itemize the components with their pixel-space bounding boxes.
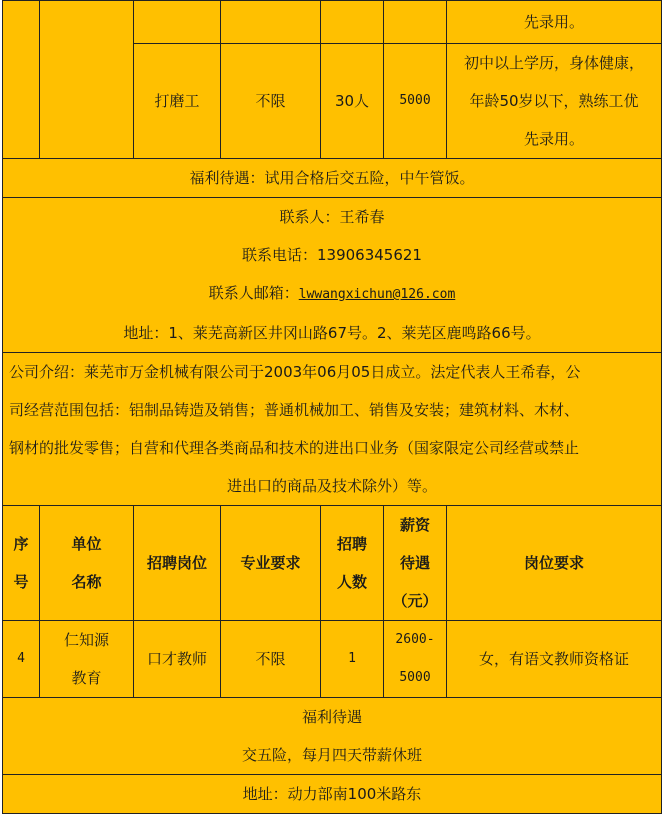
company-intro (3, 353, 662, 506)
intro-line: 进出口的商品及技术除外）等。 (226, 477, 437, 495)
job2-index: 4 (3, 621, 40, 698)
job1-count: 30人 (321, 44, 384, 159)
blank-cell (221, 1, 321, 44)
header-unit: 单位 名称 (40, 506, 134, 621)
contact-phone: 联系电话：13906345621 (242, 246, 422, 264)
email-link[interactable]: lwwangxichun@126.com (298, 287, 456, 302)
intro-line: 司经营范围包括：铝制品铸造及销售；普通机械加工、销售及安装；建筑材料、木材、 (9, 401, 580, 419)
header-index: 序 号 (3, 506, 40, 621)
unit-cell-empty (40, 1, 134, 159)
requirements-line: 先录用。 (523, 130, 584, 148)
intro-line: 钢材的批发零售；自营和代理各类商品和技术的进出口业务（国家限定公司经营或禁止 (9, 439, 580, 457)
intro-line: 公司介绍：莱芜市万金机械有限公司于2003年06月05日成立。法定代表人王希春，公 (9, 363, 581, 381)
blank-cell (134, 1, 221, 44)
recruitment-table (2, 0, 662, 814)
requirements-line: 年龄50岁以下，熟练工优 (469, 92, 639, 110)
job1-major: 不限 (221, 44, 321, 159)
header-requirements: 岗位要求 (447, 506, 662, 621)
email-label: 联系人邮箱： (208, 284, 299, 302)
blank-cell (321, 1, 384, 44)
index-cell-empty (3, 1, 40, 159)
job2-requirements: 女，有语文教师资格证 (447, 621, 662, 698)
job2-salary: 2600- 5000 (384, 621, 447, 698)
header-count: 招聘 人数 (321, 506, 384, 621)
address2: 地址：动力部南100米路东 (3, 775, 662, 814)
header-position: 招聘岗位 (134, 506, 221, 621)
blank-cell (384, 1, 447, 44)
job2-count: 1 (321, 621, 384, 698)
job2-major: 不限 (221, 621, 321, 698)
job1-position: 打磨工 (134, 44, 221, 159)
job1-requirements (447, 44, 662, 159)
welfare2-title: 福利待遇 (301, 708, 362, 726)
contact-person: 联系人：王希春 (279, 208, 385, 226)
welfare2-block (3, 698, 662, 775)
header-major: 专业要求 (221, 506, 321, 621)
contact-email-row (6, 274, 658, 314)
contact-address: 地址：1、莱芜高新区井冈山路67号。2、莱芜区鹿鸣路66号。 (123, 324, 541, 342)
header-salary: 薪资 待遇 （元） (384, 506, 447, 621)
job1-salary: 5000 (384, 44, 447, 159)
job2-unit: 仁知源 教育 (40, 621, 134, 698)
contact-block (3, 198, 662, 353)
job1-welfare: 福利待遇：试用合格后交五险，中午管饭。 (3, 159, 662, 198)
welfare2-text: 交五险，每月四天带薪休班 (241, 746, 422, 764)
requirements-tail: 先录用。 (447, 1, 662, 44)
requirements-line: 初中以上学历，身体健康， (463, 54, 644, 72)
job2-position: 口才教师 (134, 621, 221, 698)
